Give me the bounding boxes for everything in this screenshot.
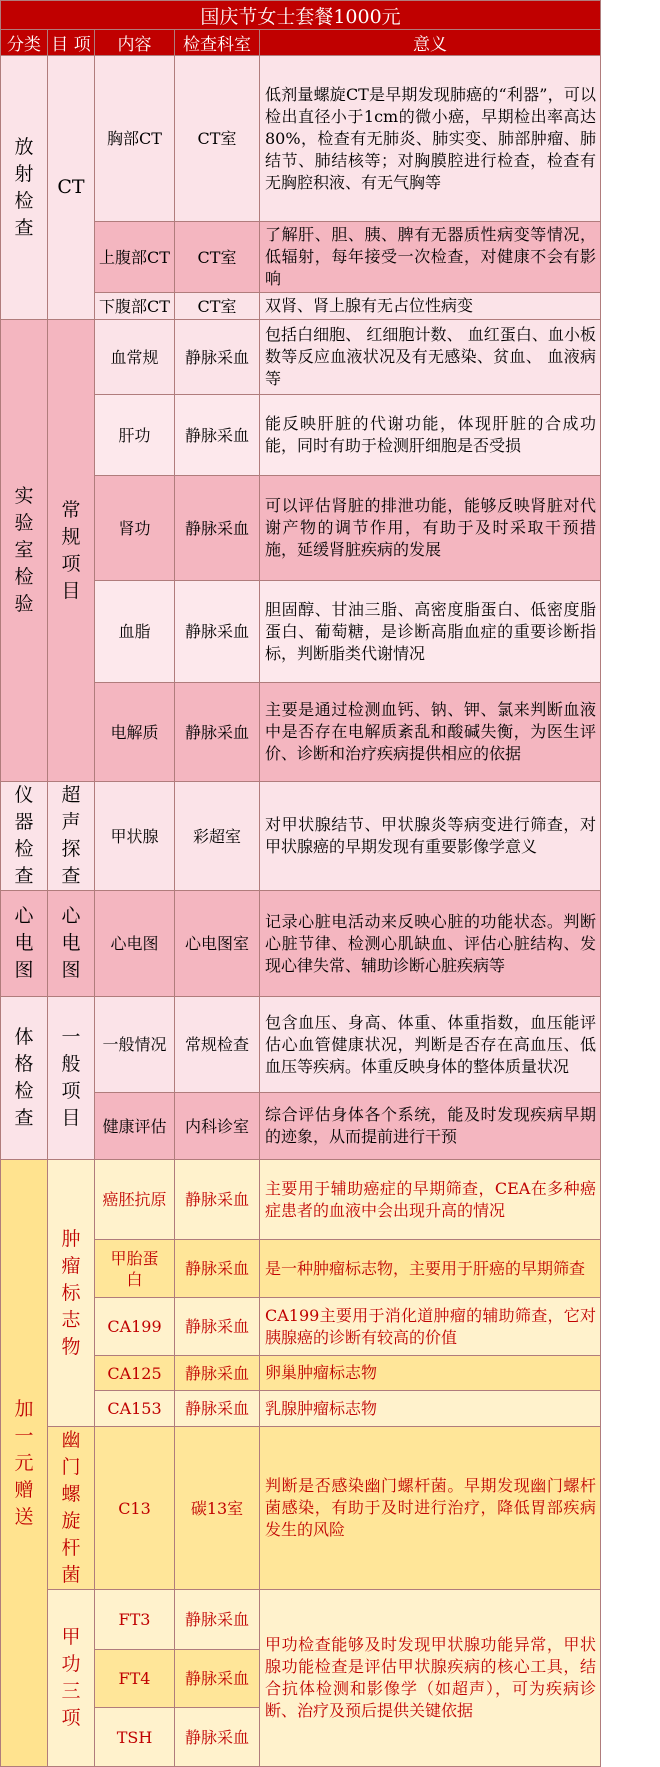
content-cell xyxy=(95,1240,175,1298)
category-cell xyxy=(1,891,48,997)
department-cell: 静脉采血 xyxy=(175,320,260,395)
meaning-cell: 主要用于辅助癌症的早期筛查，CEA在多种癌症患者的血液中会出现升高的情况 xyxy=(260,1160,601,1240)
meaning-cell: 能反映肝脏的代谢功能，体现肝脏的合成功能，同时有助于检测肝细胞是否受损 xyxy=(260,395,601,476)
category-label: 仪器检查 xyxy=(14,784,34,887)
content-cell: CA125 xyxy=(95,1356,175,1391)
category-label: 体格检查 xyxy=(14,1026,34,1129)
header-department: 检查科室 xyxy=(175,30,260,56)
header-content: 内容 xyxy=(95,30,175,56)
item-cell xyxy=(48,56,95,320)
content-cell: 健康评估 xyxy=(95,1093,175,1160)
meaning-cell: 胆固醇、甘油三脂、高密度脂蛋白、低密度脂蛋白、葡萄糖，是诊断高脂血症的重要诊断指标，判断脂类代谢情况 xyxy=(260,581,601,683)
meaning-cell: 包括白细胞、 红细胞计数、 血红蛋白、血小板数等反应血液状况及有无感染、贫血、 血液病等 xyxy=(260,320,601,395)
content-cell: FT4 xyxy=(95,1650,175,1708)
meaning-cell: 卵巢肿瘤标志物 xyxy=(260,1356,601,1391)
meaning-cell: 综合评估身体各个系统，能及时发现疾病早期的迹象，从而提前进行干预 xyxy=(260,1093,601,1160)
item-cell xyxy=(48,1590,95,1767)
category-cell xyxy=(1,997,48,1160)
department-cell: 静脉采血 xyxy=(175,1590,260,1650)
department-cell: 常规检查 xyxy=(175,997,260,1093)
package-title: 国庆节女士套餐1000元 xyxy=(1,1,601,30)
department-cell: 心电图室 xyxy=(175,891,260,997)
item-cell xyxy=(48,1427,95,1590)
category-label: 加一元赠送 xyxy=(14,1397,34,1528)
item-cell xyxy=(48,1160,95,1427)
meaning-cell: 低剂量螺旋CT是早期发现肺癌的“利器”，可以检出直径小于1cm的微小癌，早期检出率高达80%，检查有无肺炎、肺实变、肺部肿瘤、肺结节、肺结核等；对胸膜腔进行检查，检查有无胸腔积液、有无气胸等 xyxy=(260,56,601,222)
department-cell: CT室 xyxy=(175,293,260,320)
meaning-cell: 对甲状腺结节、甲状腺炎等病变进行筛查，对甲状腺癌的早期发现有重要影像学意义 xyxy=(260,782,601,891)
content-cell: 血脂 xyxy=(95,581,175,683)
item-label: 肿瘤标志物 xyxy=(61,1227,81,1358)
category-label: 实验室检验 xyxy=(14,485,34,615)
department-cell: 彩超室 xyxy=(175,782,260,891)
department-cell: 静脉采血 xyxy=(175,1240,260,1298)
department-cell: 静脉采血 xyxy=(175,476,260,581)
item-cell xyxy=(48,997,95,1160)
header-category: 分类 xyxy=(1,30,48,56)
content-cell: 电解质 xyxy=(95,683,175,782)
item-label: CT xyxy=(57,176,85,198)
item-label: 常规项目 xyxy=(61,498,81,602)
category-cell xyxy=(1,56,48,320)
meaning-cell: 甲功检查能够及时发现甲状腺功能异常，甲状腺功能检查是评估甲状腺疾病的核心工具，结合抗体检测和影像学（如超声），可为疾病诊断、治疗及预后提供关键依据 xyxy=(260,1590,601,1767)
meaning-cell: 主要是通过检测血钙、钠、钾、氯来判断血液中是否存在电解质紊乱和酸碱失衡，为医生评价、诊断和治疗疾病提供相应的依据 xyxy=(260,683,601,782)
meaning-cell: 双肾、肾上腺有无占位性病变 xyxy=(260,293,601,320)
department-cell: 静脉采血 xyxy=(175,683,260,782)
department-cell: 静脉采血 xyxy=(175,1650,260,1708)
meaning-cell: 乳腺肿瘤标志物 xyxy=(260,1391,601,1427)
content-cell: 癌胚抗原 xyxy=(95,1160,175,1240)
content-cell: C13 xyxy=(95,1427,175,1590)
department-cell: 静脉采血 xyxy=(175,1391,260,1427)
item-cell xyxy=(48,891,95,997)
department-cell: 静脉采血 xyxy=(175,1708,260,1767)
content-cell: CA199 xyxy=(95,1298,175,1356)
category-cell xyxy=(1,1160,48,1767)
department-cell: 静脉采血 xyxy=(175,1298,260,1356)
category-label: 放射检查 xyxy=(14,135,34,239)
item-label: 一般项目 xyxy=(61,1026,81,1129)
department-cell: 碳13室 xyxy=(175,1427,260,1590)
department-cell: CT室 xyxy=(175,222,260,293)
content-cell: 下腹部CT xyxy=(95,293,175,320)
item-cell xyxy=(48,782,95,891)
department-cell: 静脉采血 xyxy=(175,395,260,476)
content-cell: 肾功 xyxy=(95,476,175,581)
department-cell: 静脉采血 xyxy=(175,1160,260,1240)
item-label: 甲功三项 xyxy=(61,1626,81,1729)
meaning-cell: CA199主要用于消化道肿瘤的辅助筛查，它对胰腺癌的诊断有较高的价值 xyxy=(260,1298,601,1356)
content-label: 甲胎蛋白 xyxy=(110,1248,159,1289)
department-cell: 静脉采血 xyxy=(175,1356,260,1391)
item-label: 心电图 xyxy=(61,905,81,981)
category-label: 心电图 xyxy=(14,905,34,981)
content-cell: 肝功 xyxy=(95,395,175,476)
meaning-cell: 可以评估肾脏的排泄功能，能够反映肾脏对代谢产物的调节作用，有助于及时采取干预措施，延缓肾脏疾病的发展 xyxy=(260,476,601,581)
meaning-cell: 包含血压、身高、体重、体重指数，血压能评估心血管健康状况，判断是否存在高血压、低血压等疾病。体重反映身体的整体质量状况 xyxy=(260,997,601,1093)
department-cell: 内科诊室 xyxy=(175,1093,260,1160)
content-cell: 心电图 xyxy=(95,891,175,997)
department-cell: 静脉采血 xyxy=(175,581,260,683)
content-cell: FT3 xyxy=(95,1590,175,1650)
item-label: 幽门螺旋杆菌 xyxy=(61,1429,81,1586)
item-cell xyxy=(48,320,95,782)
header-meaning: 意义 xyxy=(260,30,601,56)
meaning-cell: 判断是否感染幽门螺杆菌。早期发现幽门螺杆菌感染，有助于及时进行治疗，降低胃部疾病发生的风险 xyxy=(260,1427,601,1590)
category-cell xyxy=(1,320,48,782)
department-cell: CT室 xyxy=(175,56,260,222)
header-item: 目 项 xyxy=(48,30,95,56)
meaning-cell: 是一种肿瘤标志物，主要用于肝癌的早期筛查 xyxy=(260,1240,601,1298)
item-label: 超声探查 xyxy=(61,784,81,887)
meaning-cell: 了解肝、胆、胰、脾有无器质性病变等情况，低辐射，每年接受一次检查，对健康不会有影响 xyxy=(260,222,601,293)
content-cell: 甲状腺 xyxy=(95,782,175,891)
content-cell: 血常规 xyxy=(95,320,175,395)
content-cell: TSH xyxy=(95,1708,175,1767)
meaning-cell: 记录心脏电活动来反映心脏的功能状态。判断心脏节律、检测心肌缺血、评估心脏结构、发现心律失常、辅助诊断心脏疾病等 xyxy=(260,891,601,997)
content-cell: 上腹部CT xyxy=(95,222,175,293)
content-cell: 胸部CT xyxy=(95,56,175,222)
content-cell: 一般情况 xyxy=(95,997,175,1093)
category-cell xyxy=(1,782,48,891)
content-cell: CA153 xyxy=(95,1391,175,1427)
